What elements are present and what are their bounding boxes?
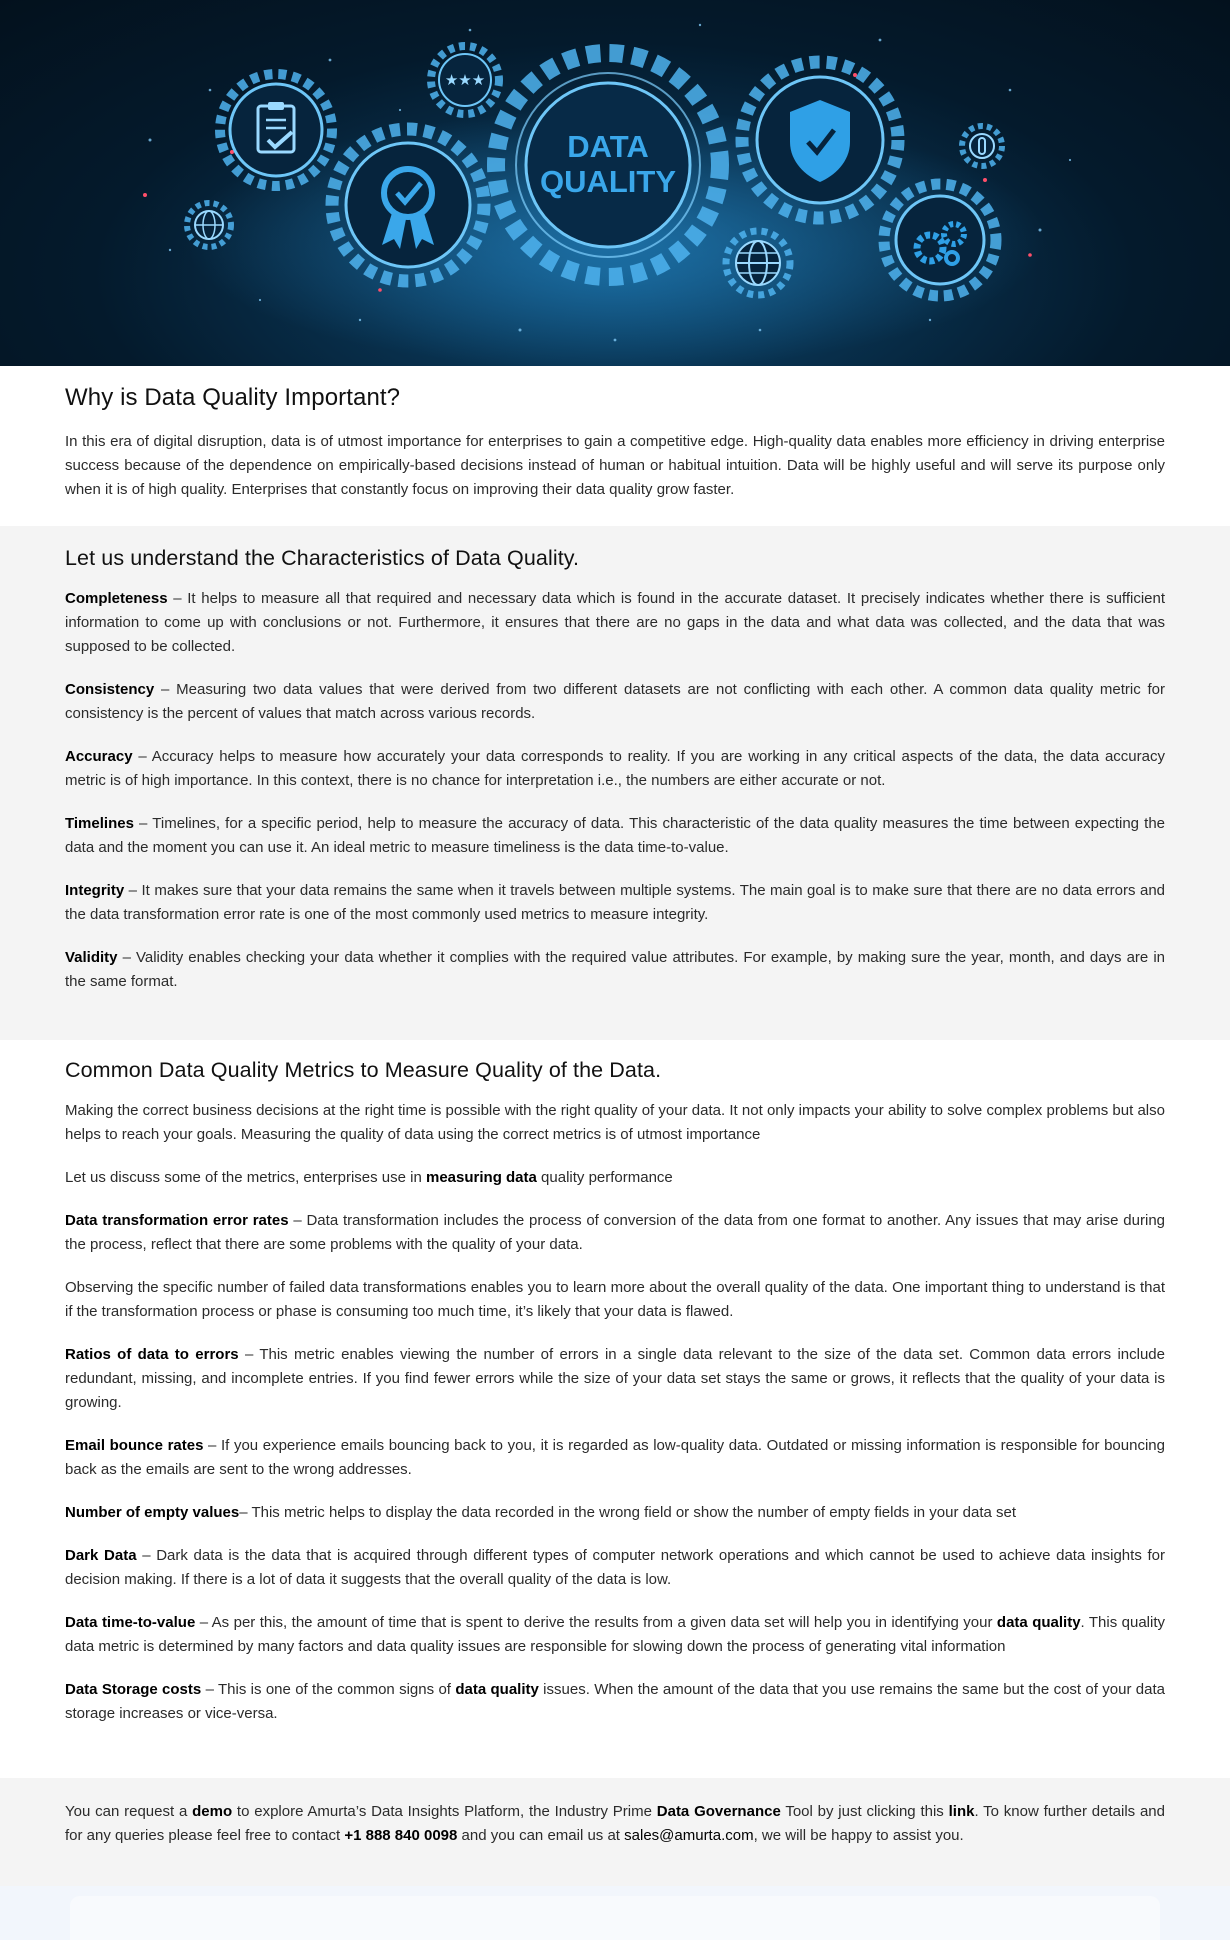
hero-banner <box>0 0 1230 366</box>
characteristic-item <box>65 678 1165 726</box>
metric-text: issues. When the amount of the data that you use remains the same but the cost of your data storage increases or vice-versa. <box>65 1681 1165 1722</box>
characteristic-item <box>65 587 1165 659</box>
metrics-observing: Observing the specific number of failed data transformations enables you to learn more about the overall quality of the data. One important thing to understand is that if the transformation process or phase is consuming too much time, it’s likely that your data is flawed. <box>65 1279 1165 1320</box>
metric-item <box>65 1209 1165 1257</box>
clipboard-check-icon <box>220 74 332 186</box>
chain-icon <box>962 126 1002 166</box>
why-heading: Why is Data Quality Important? <box>65 384 401 411</box>
svg-text:★★★: ★★★ <box>444 71 486 89</box>
characteristic-term: Integrity <box>65 882 125 899</box>
cta-text: , we will be happy to assist you. <box>753 1827 964 1844</box>
metric-term: Data transformation error rates <box>65 1212 289 1229</box>
cta-text: and you can email us at <box>457 1827 625 1844</box>
data-governance-link[interactable]: Data Governance <box>656 1803 781 1820</box>
metric-term: Email bounce rates <box>65 1437 204 1454</box>
metric-term: Number of empty values <box>65 1504 240 1521</box>
characteristic-item <box>65 812 1165 860</box>
characteristic-text: – It makes sure that your data remains the same when it travels between multiple systems. The main goal is to make sure that there are no data errors and the data transformation error rate is one of the most commonly used metrics to measure integrity. <box>65 882 1165 923</box>
cta-section <box>0 1778 1230 1886</box>
metric-text: – This metric helps to display the data recorded in the wrong field or show the number of empty fields in your data set <box>239 1504 1017 1521</box>
characteristic-item <box>65 745 1165 793</box>
demo-link[interactable]: demo <box>192 1803 233 1820</box>
metric-term: Ratios of data to errors <box>65 1346 239 1363</box>
why-section <box>0 366 1230 526</box>
why-body: In this era of digital disruption, data is of utmost importance for enterprises to gain a competitive edge. High-quality data enables more efficiency in driving enterprise success because of the dependence on empirically-based decisions instead of human or habitual intuition. Data will be highly useful and will serve its purpose only when it is of high quality. Enterprises that constantly focus on improving their data quality grow faster. <box>65 433 1165 498</box>
svg-text:DATA: DATA <box>567 129 649 164</box>
characteristic-text: – Validity enables checking your data whether it complies with the required value attributes. For example, by making sure the year, month, and days are in the same format. <box>65 949 1165 990</box>
link-link[interactable]: link <box>948 1803 975 1820</box>
metrics-discuss-post: quality performance <box>536 1169 673 1186</box>
characteristic-text: – Timelines, for a specific period, help to measure the accuracy of data. This characteristic of the data quality measures the time between expecting the data and the moment you can use it. An ideal metric to measure timeliness is the data time-to-value. <box>65 815 1165 856</box>
characteristic-term: Accuracy <box>65 748 133 765</box>
metric-text: – This is one of the common signs of <box>201 1681 456 1698</box>
metric-term: Data time-to-value <box>65 1614 196 1631</box>
metric-term: Dark Data <box>65 1547 137 1564</box>
characteristic-item <box>65 879 1165 927</box>
characteristic-text: – Measuring two data values that were derived from two different datasets are not conflicting with each other. A common data quality metric for consistency is the percent of values that match across various records. <box>65 681 1165 722</box>
cta-text: to explore Amurta’s Data Insights Platform, the Industry Prime <box>232 1803 657 1820</box>
cta-text: Tool by just clicking this <box>780 1803 949 1820</box>
footer-card <box>70 1896 1160 1940</box>
metric-text: – As per this, the amount of time that is spent to derive the results from a given data set will help you in identifying your <box>195 1614 997 1631</box>
hero-illustration <box>0 0 1230 366</box>
metrics-discuss-pre: Let us discuss some of the metrics, enterprises use in <box>65 1169 426 1186</box>
metrics-discuss <box>65 1166 1165 1190</box>
characteristics-heading: Let us understand the Characteristics of Data Quality. <box>65 546 580 570</box>
characteristic-text: – Accuracy helps to measure how accurately your data corresponds to reality. If you are working in any critical aspects of the data, the data accuracy metric is of high importance. In this context, there is no chance for interpretation i.e., the numbers are either accurate or not. <box>65 748 1165 789</box>
characteristic-term: Completeness <box>65 590 168 607</box>
cta-text: You can request a <box>65 1803 193 1820</box>
characteristic-item <box>65 946 1165 994</box>
metrics-discuss-bold: measuring data <box>426 1169 537 1186</box>
phone-number[interactable]: +1 888 840 0098 <box>344 1827 458 1844</box>
metrics-section <box>0 1040 1230 1778</box>
metric-item <box>65 1343 1165 1415</box>
cta-text: . To know further details and for any queries please feel free to contact <box>65 1803 1165 1844</box>
metric-inline-bold: data quality <box>455 1681 539 1698</box>
stars-icon <box>431 46 499 114</box>
svg-text:QUALITY: QUALITY <box>539 164 677 199</box>
characteristic-term: Validity <box>65 949 118 966</box>
metric-text: – Data transformation includes the process of conversion of the data from one format to another. Any issues that may arise during the process, reflect that there are some problems with the quality of your data. <box>65 1212 1166 1253</box>
metrics-heading: Common Data Quality Metrics to Measure Quality of the Data. <box>65 1058 662 1082</box>
metric-item <box>65 1434 1165 1482</box>
metric-text: – Dark data is the data that is acquired through different types of computer network operations and which cannot be used to achieve data insights for decision making. If there is a lot of data it suggests that the overall quality of the data is low. <box>65 1547 1165 1588</box>
cta-paragraph <box>65 1800 1165 1848</box>
metric-item <box>65 1544 1165 1592</box>
metric-item <box>65 1501 1165 1525</box>
characteristic-term: Consistency <box>65 681 155 698</box>
characteristic-text: – It helps to measure all that required and necessary data which is found in the accurate dataset. It precisely indicates whether there is sufficient information to come up with conclusions or not. Furthermore, it ensures that there are no gaps in the data and what data was collected, and the data that was supposed to be collected. <box>65 590 1165 655</box>
metric-item <box>65 1678 1165 1726</box>
metric-item <box>65 1611 1165 1659</box>
footer-strip <box>0 1886 1230 1940</box>
metrics-intro: Making the correct business decisions at the right time is possible with the right quality of your data. It not only impacts your ability to solve complex problems but also helps to reach your goals. Measuring the quality of data using the correct metrics is of utmost importance <box>65 1102 1165 1143</box>
metric-text: . This quality data metric is determined by many factors and data quality issues are responsible for slowing down the process of generating vital information <box>65 1614 1165 1655</box>
metric-text: – This metric enables viewing the number of errors in a single data relevant to the size of the data set. Common data errors include redundant, missing, and incomplete entries. If you find fewer errors while the size of your data set stays the same or grows, it reflects that the quality of your data is growing. <box>65 1346 1165 1411</box>
characteristic-term: Timelines <box>65 815 134 832</box>
characteristics-section <box>0 526 1230 1040</box>
metric-term: Data Storage costs <box>65 1681 202 1698</box>
metric-inline-bold: data quality <box>996 1614 1081 1631</box>
metric-text: – If you experience emails bouncing back to you, it is regarded as low-quality data. Outdated or missing information is responsible for bouncing back as the emails are sent to the wrong addresses. <box>65 1437 1165 1478</box>
email-link[interactable]: sales@amurta.com <box>624 1827 754 1844</box>
award-ribbon-icon <box>332 129 484 281</box>
